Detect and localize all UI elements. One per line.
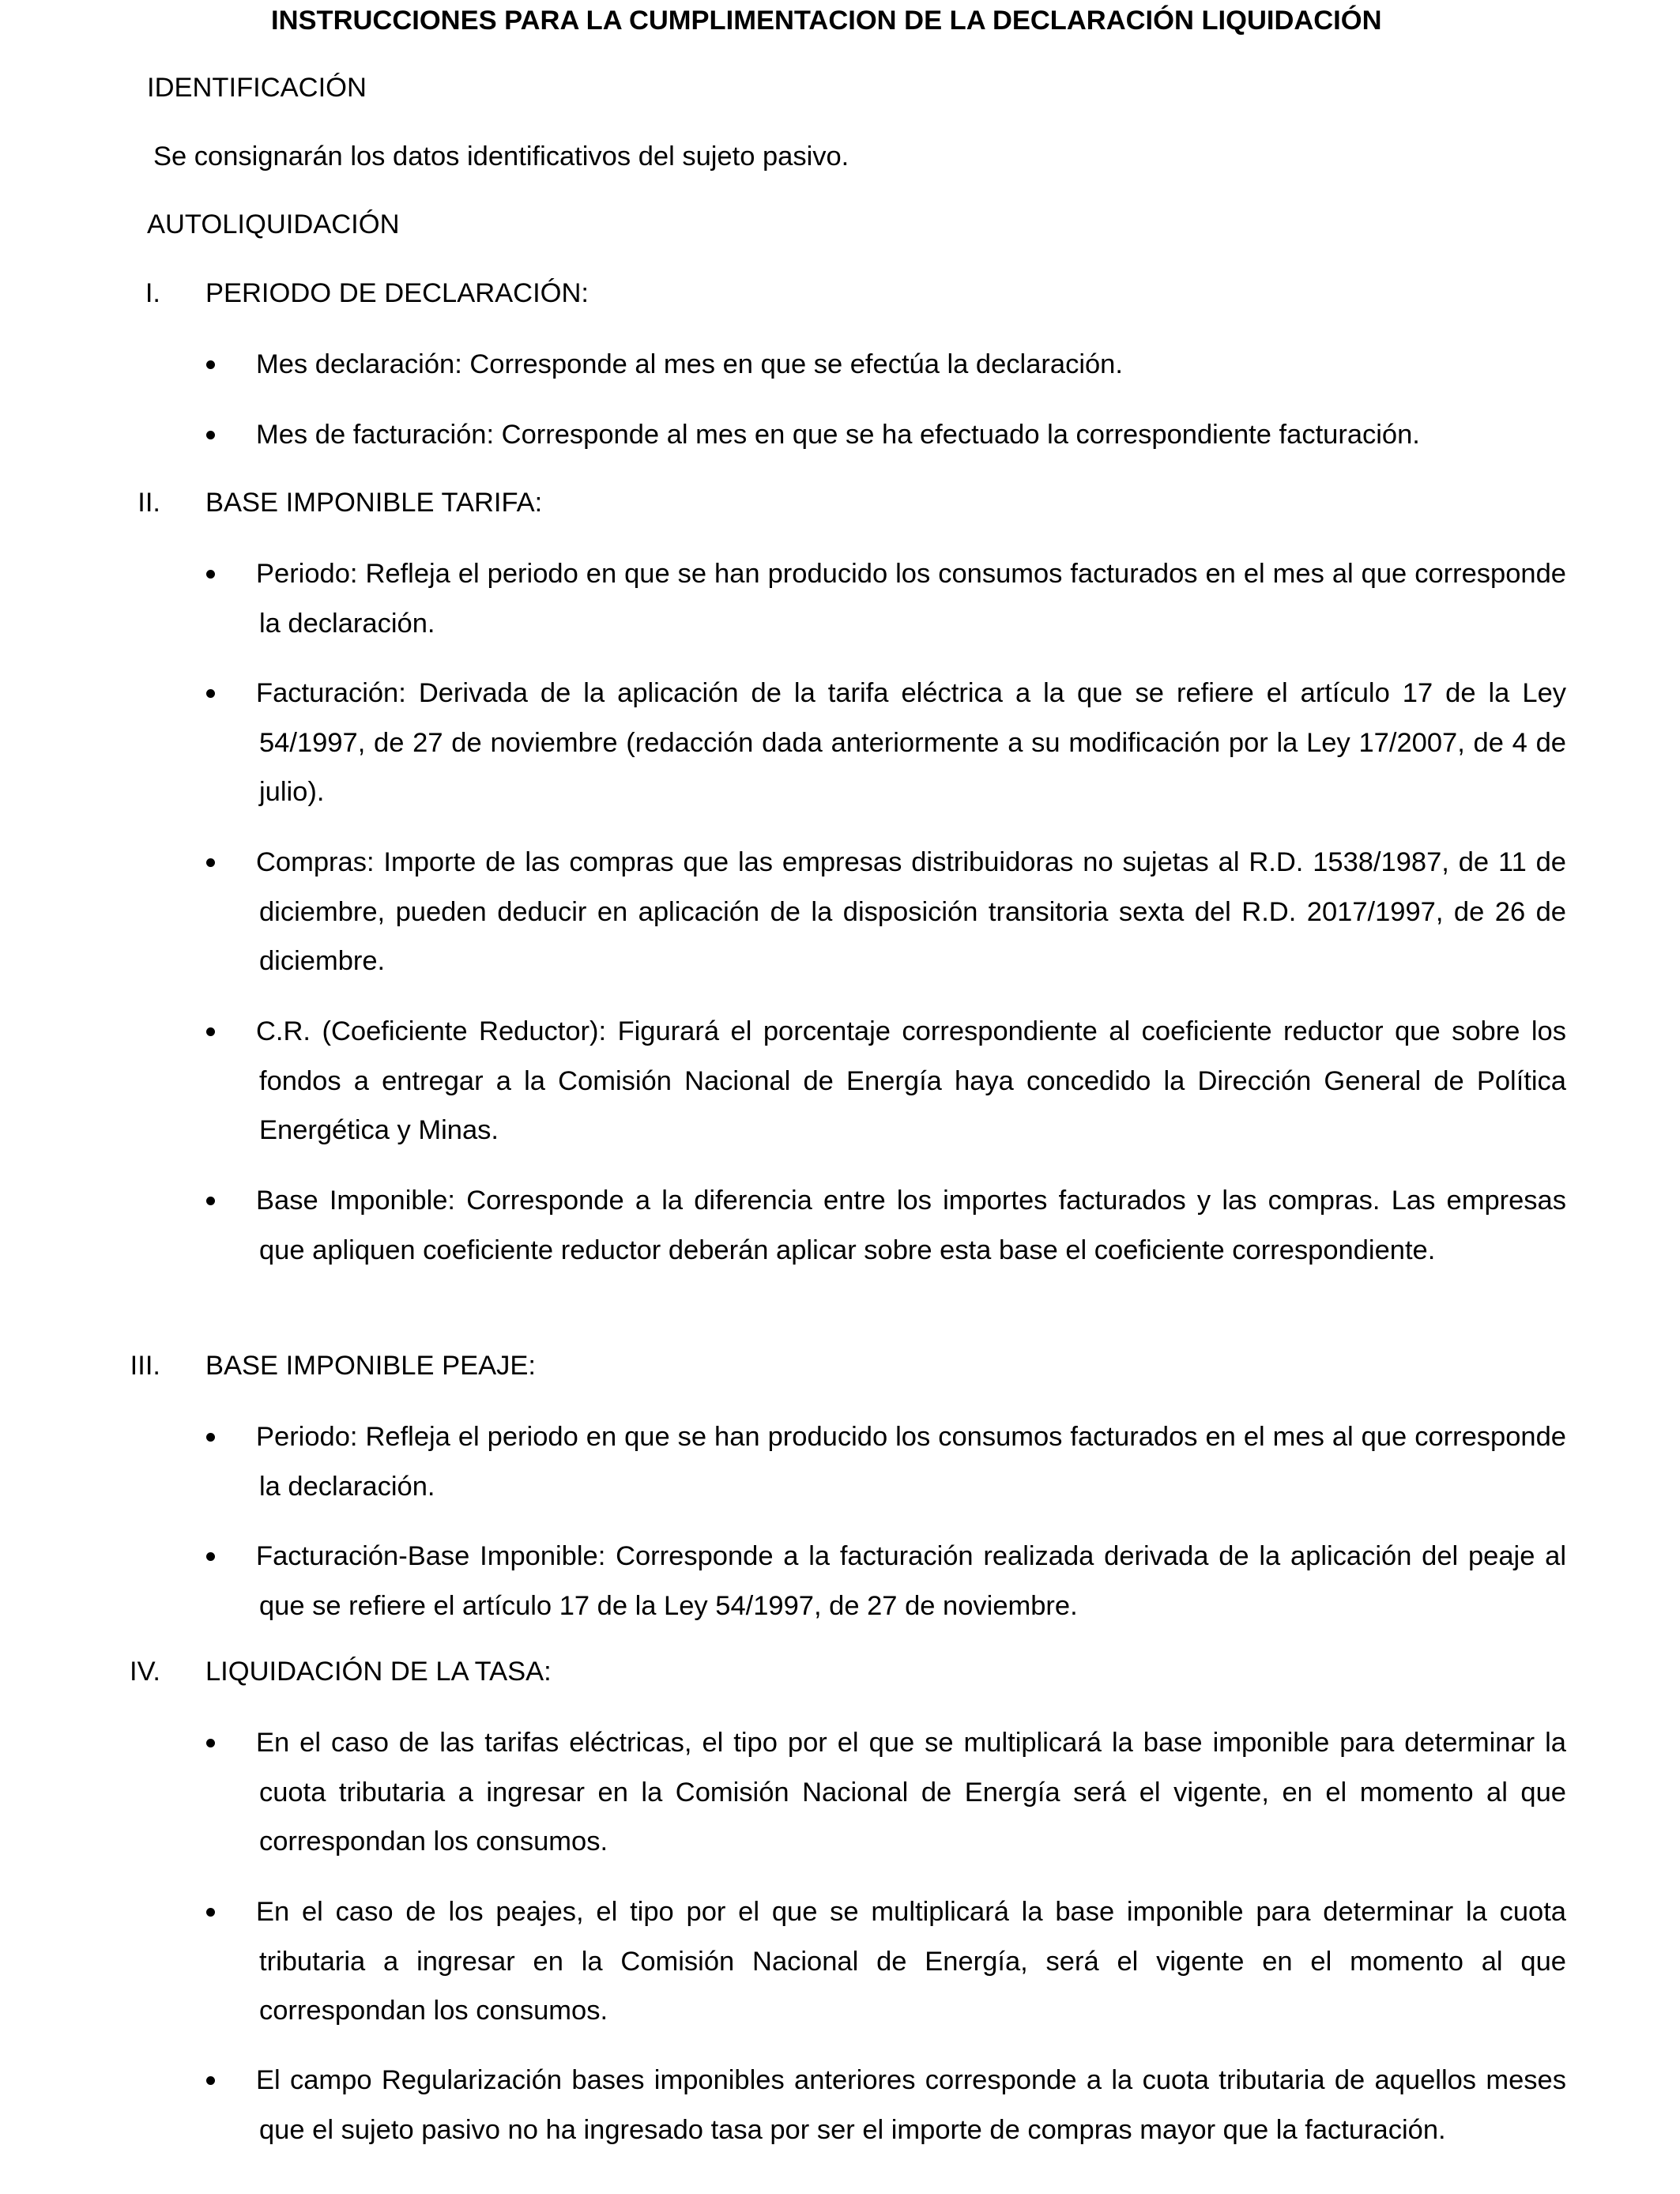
list-item-text: Mes de facturación: Corresponde al mes en que se ha efectuado la correspondiente facturación. [256, 420, 1420, 450]
list-item-text: Facturación-Base Imponible: Corresponde a la facturación realizada derivada de la aplicación del peaje al que se refiere el artículo 17 de la Ley 54/1997, de 27 de noviembre. [256, 1541, 1566, 1621]
bullet-icon [205, 419, 220, 450]
section-label: PERIODO DE DECLARACIÓN: [205, 278, 590, 308]
bullet-icon [205, 1421, 220, 1453]
list-item-text: Mes declaración: Corresponde al mes en que se efectúa la declaración. [256, 349, 1123, 379]
list-item-text: Periodo: Refleja el periodo en que se han producido los consumos facturados en el mes al que corresponde la declaración. [256, 559, 1566, 639]
bullet-icon [205, 1540, 220, 1572]
bullet-icon [205, 349, 220, 380]
identificacion-heading: IDENTIFICACIÓN [147, 73, 367, 103]
section-number: II. [137, 488, 160, 518]
bullet-icon [205, 677, 220, 709]
section-number: I. [145, 278, 160, 308]
list-item-text: En el caso de las tarifas eléctricas, el tipo por el que se multiplicará la base imponible para determinar la cuota tributaria a ingresar en la Comisión Nacional de Energía será el vigente, en el momento al que correspondan los consumos. [256, 1728, 1566, 1857]
section-label: LIQUIDACIÓN DE LA TASA: [205, 1657, 552, 1687]
bullet-icon [205, 846, 220, 878]
section-label: BASE IMPONIBLE TARIFA: [205, 488, 543, 518]
list-item-text: Periodo: Refleja el periodo en que se han producido los consumos facturados en el mes al que corresponde la declaración. [256, 1422, 1566, 1502]
document-title: INSTRUCCIONES PARA LA CUMPLIMENTACION DE LA DECLARACIÓN LIQUIDACIÓN [271, 6, 1382, 36]
bullet-icon [205, 1727, 220, 1759]
autoliquidacion-heading: AUTOLIQUIDACIÓN [147, 209, 400, 239]
list-item-text: C.R. (Coeficiente Reductor): Figurará el porcentaje correspondiente al coeficiente reductor que sobre los fondos a entregar a la Comisión Nacional de Energía haya concedido la Dirección General de Política Energética y Minas. [256, 1016, 1566, 1145]
section-number: IV. [129, 1657, 160, 1687]
bullet-icon [205, 2064, 220, 2096]
list-item-text: El campo Regularización bases imponibles anteriores corresponde a la cuota tributaria de aquellos meses que el sujeto pasivo no ha ingresado tasa por ser el importe de compras mayor que la facturación. [256, 2065, 1566, 2145]
list-item-text: Facturación: Derivada de la aplicación de la tarifa eléctrica a la que se refiere el artículo 17 de la Ley 54/1997, de 27 de noviembre (redacción dada anteriormente a su modificación por la Ley 17/2007, de 4 de julio). [256, 678, 1566, 807]
identificacion-text: Se consignarán los datos identificativos del sujeto pasivo. [153, 141, 849, 172]
bullet-icon [205, 1185, 220, 1216]
list-item-text: Compras: Importe de las compras que las empresas distribuidoras no sujetas al R.D. 1538/1987, de 11 de diciembre, pueden deducir en aplicación de la disposición transitoria sexta del R.D. 2017/1997, de 26 de diciembre. [256, 847, 1566, 976]
section-label: BASE IMPONIBLE PEAJE: [205, 1351, 536, 1381]
list-item-text: En el caso de los peajes, el tipo por el que se multiplicará la base imponible para determinar la cuota tributaria a ingresar en la Comisión Nacional de Energía, será el vigente en el momento al que correspondan los consumos. [256, 1897, 1566, 2026]
bullet-icon [205, 558, 220, 590]
section-number: III. [130, 1351, 160, 1381]
list-item-text: Base Imponible: Corresponde a la diferencia entre los importes facturados y las compras. Las empresas que apliquen coeficiente reductor deberán aplicar sobre esta base el coeficiente correspondiente. [256, 1186, 1566, 1265]
bullet-icon [205, 1896, 220, 1928]
bullet-icon [205, 1016, 220, 1047]
